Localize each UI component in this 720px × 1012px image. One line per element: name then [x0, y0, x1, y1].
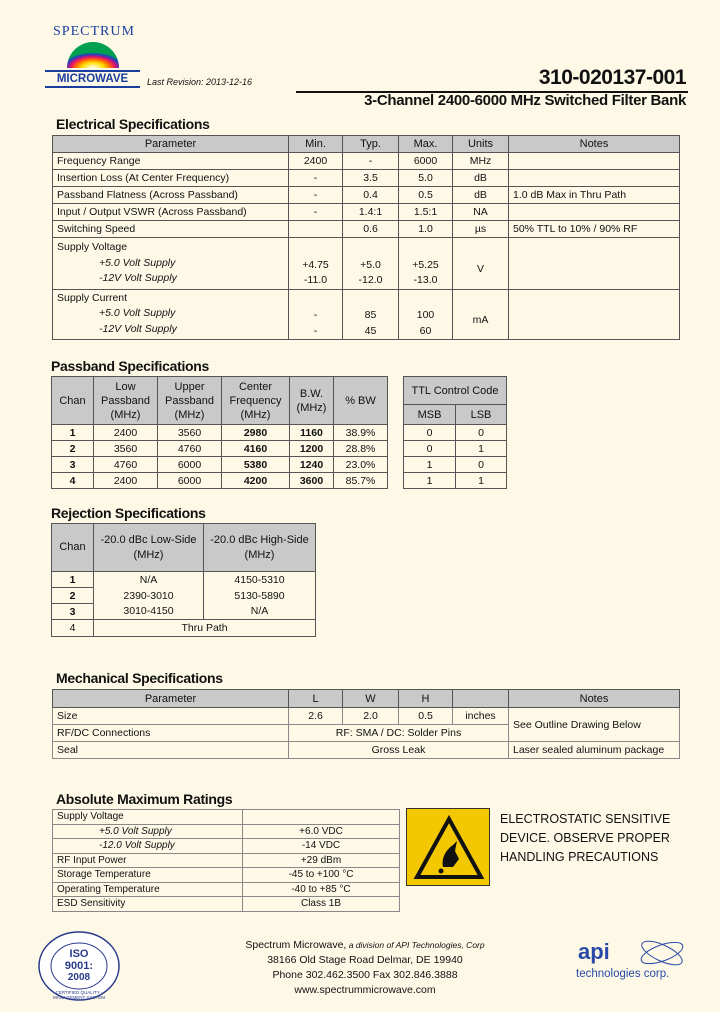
col-max: Max. — [399, 136, 453, 153]
table-row: 1 2400 3560 2980 1160 38.9% — [52, 425, 388, 441]
passband-table: Chan Low Passband (MHz) Upper Passband (MHz) Center Frequency (MHz) B.W. (MHz) % BW 1 2400 3560 2980 1160 38.9% 2 3560 4760 4160 1200 28.8% 3 4760 6000 5380 1240 23.0% 4 2400 6000 4200 3600 85.7% — [51, 376, 388, 489]
electrical-title: Electrical Specifications — [56, 116, 210, 132]
electrical-table — [52, 135, 680, 340]
col-notes: Notes — [509, 136, 680, 153]
table-row: 4 Thru Path — [52, 620, 316, 637]
table-row: Switching Speed 0.6 1.0 µs 50% TTL to 10% / 90% RF — [53, 221, 680, 238]
logo-bottom-text: MICROWAVE — [45, 70, 140, 88]
table-row: Input / Output VSWR (Across Passband) - 1.4:1 1.5:1 NA — [53, 204, 680, 221]
col-typ: Typ. — [343, 136, 399, 153]
document-title: 3-Channel 2400-6000 MHz Switched Filter Bank — [364, 92, 686, 109]
supply-current-row: Supply Current +5.0 Volt Supply -12V Volt Supply - - 85 45 100 60 mA — [53, 289, 680, 340]
esd-warning-text: ELECTROSTATIC SENSITIVE DEVICE. OBSERVE PROPER HANDLING PRECAUTIONS — [500, 812, 671, 864]
table-row: Supply Voltage — [53, 810, 400, 825]
table-row: +5.0 Volt Supply +6.0 VDC — [53, 824, 400, 839]
company-logo — [45, 26, 140, 88]
table-row: Frequency Range 2400 - 6000 MHz — [53, 153, 680, 170]
table-row: Storage Temperature -45 to +100 °C — [53, 868, 400, 883]
api-logo: api technologies corp. — [570, 935, 695, 990]
table-row: 3 4760 6000 5380 1240 23.0% — [52, 457, 388, 473]
table-row: 2 3560 4760 4160 1200 28.8% — [52, 441, 388, 457]
table-row: 0 1 — [404, 441, 507, 457]
table-row: Insertion Loss (At Center Frequency) - 3.5 5.0 dB — [53, 170, 680, 187]
table-row: RF Input Power +29 dBm — [53, 853, 400, 868]
table-row: 1 1 — [404, 473, 507, 489]
col-min: Min. — [289, 136, 343, 153]
iso-badge-icon: ISO 9001: 2008 CERTIFIED QUALITY · MANAGEMENT SYSTEM — [36, 930, 122, 1002]
col-parameter: Parameter — [53, 136, 289, 153]
passband-title: Passband Specifications — [51, 358, 210, 374]
esd-warning-icon — [406, 808, 490, 886]
rejection-table: Chan -20.0 dBc Low-Side (MHz) -20.0 dBc High-Side (MHz) 1 N/A 4150-5310 2 2390-3010 5130-5890 3 3010-4150 N/A 4 Thru Path — [51, 523, 316, 637]
table-row: -12.0 Volt Supply -14 VDC — [53, 839, 400, 854]
table-row: Passband Flatness (Across Passband) - 0.4 0.5 dB 1.0 dB Max in Thru Path — [53, 187, 680, 204]
table-row: RF/DC Connections RF: SMA / DC: Solder Pins — [53, 725, 680, 742]
mechanical-title: Mechanical Specifications — [56, 670, 223, 686]
ttl-table: TTL Control Code MSB LSB 0 0 0 1 1 0 1 1 — [403, 376, 507, 489]
table-row: Seal Gross Leak Laser sealed aluminum package — [53, 742, 680, 759]
revision-date: Last Revision: 2013-12-16 — [147, 77, 253, 87]
table-row: 4 2400 6000 4200 3600 85.7% — [52, 473, 388, 489]
col-units: Units — [453, 136, 509, 153]
table-row: 1 0 — [404, 457, 507, 473]
table-row: Size 2.6 2.0 0.5 inches See Outline Drawing Below — [53, 708, 680, 725]
supply-voltage-row: Supply Voltage +5.0 Volt Supply -12V Volt Supply +4.75 -11.0 +5.0 -12.0 +5.25 -13.0 V — [53, 238, 680, 290]
absmax-title: Absolute Maximum Ratings — [56, 791, 233, 807]
table-row: 2 2390-3010 5130-5890 — [52, 588, 316, 604]
mechanical-table: Parameter L W H Notes Size 2.6 2.0 0.5 inches See Outline Drawing Below RF/DC Connections RF: SMA / DC: Solder Pins Seal Gross Leak Laser sealed aluminum package — [52, 689, 680, 759]
footer-address: Spectrum Microwave, a division of API Technologies, Corp 38166 Old Stage Road Delmar, DE 19940 Phone 302.462.3500 Fax 302.846.3888 www.spectrummicrowave.com — [200, 938, 530, 998]
table-row: 0 0 — [404, 425, 507, 441]
table-row: 1 N/A 4150-5310 — [52, 572, 316, 588]
table-row: ESD Sensitivity Class 1B — [53, 897, 400, 912]
rejection-title: Rejection Specifications — [51, 505, 206, 521]
logo-top-text: SPECTRUM — [53, 24, 135, 39]
table-row: Operating Temperature -40 to +85 °C — [53, 882, 400, 897]
website-link[interactable]: www.spectrummicrowave.com — [294, 984, 436, 996]
table-row: 3 3010-4150 N/A — [52, 604, 316, 620]
absmax-table — [52, 809, 400, 912]
part-number: 310-020137-001 — [538, 66, 686, 89]
